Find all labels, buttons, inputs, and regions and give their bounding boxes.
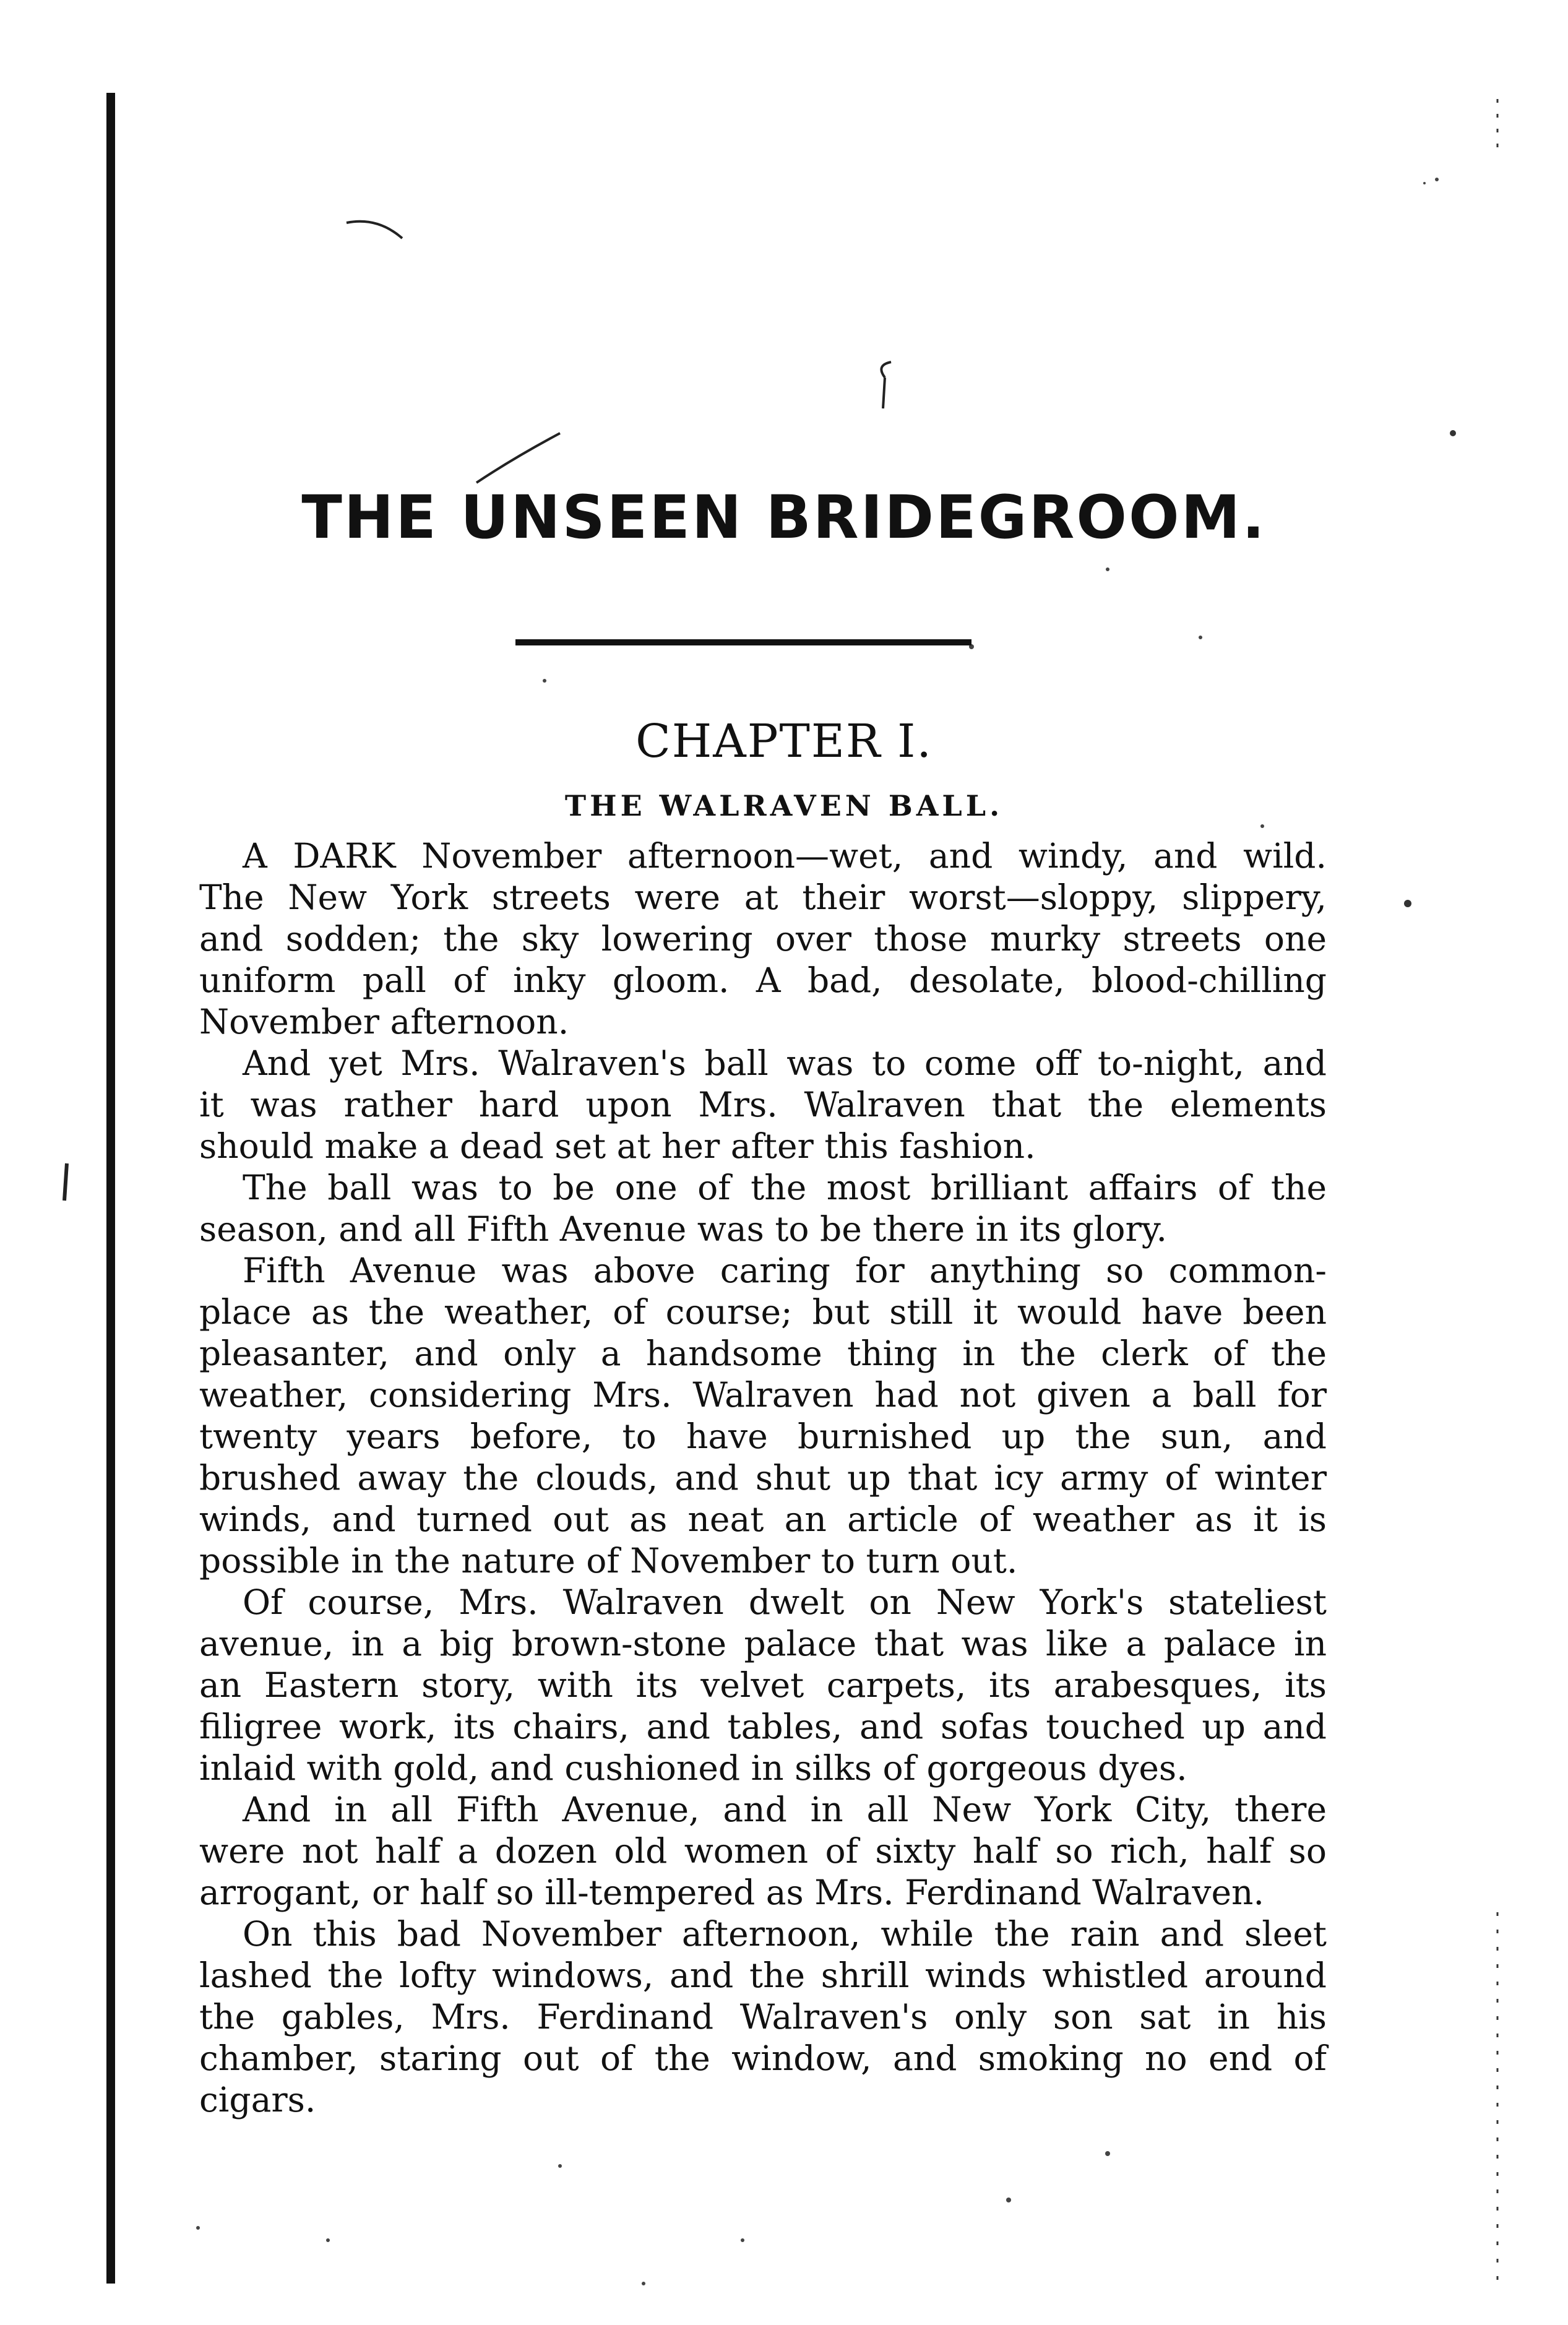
text-line (199, 1457, 1327, 1499)
line-text: and sodden; the sky lowering over those murky streets one (199, 919, 1327, 959)
chapter-body (199, 835, 1327, 2121)
line-text: possible in the nature of November to turn out. (199, 1541, 1018, 1581)
text-line (199, 1748, 1327, 1789)
text-line (199, 1706, 1327, 1748)
text-line (199, 1996, 1327, 2038)
speck (543, 679, 546, 683)
speck (1006, 2198, 1011, 2202)
speck (1105, 2151, 1110, 2156)
paragraph (199, 835, 1327, 1043)
text-line (199, 2038, 1327, 2079)
line-text: place as the weather, of course; but still it would have been (199, 1292, 1327, 1332)
speck (1106, 567, 1109, 571)
speck (741, 2238, 744, 2242)
text-line (199, 1333, 1327, 1374)
text-line (199, 877, 1327, 918)
text-line (199, 1955, 1327, 1996)
line-text: And in all Fifth Avenue, and in all New York City, there (243, 1790, 1327, 1829)
speck (1260, 824, 1264, 828)
chapter-subheading: THE WALRAVEN BALL. (564, 789, 1004, 822)
text-line (199, 918, 1327, 960)
speck (642, 2282, 645, 2285)
line-text: November afternoon—wet, and windy, and wild. (395, 836, 1327, 876)
speck (1404, 900, 1411, 907)
paragraph (199, 1167, 1327, 1250)
paragraph (199, 1043, 1327, 1167)
text-line (199, 1416, 1327, 1457)
speck (1199, 636, 1202, 639)
text-line (199, 1209, 1327, 1250)
line-text: uniform pall of inky gloom. A bad, desolate, blood-chilling (199, 960, 1327, 1000)
line-text: were not half a dozen old women of sixty half so rich, half so (199, 1831, 1327, 1871)
text-line (199, 1665, 1327, 1706)
paragraph (199, 1250, 1327, 1582)
line-text: The New York streets were at their worst—sloppy, slippery, (199, 878, 1327, 917)
line-text: Fifth Avenue was above caring for anything so common- (243, 1251, 1327, 1290)
text-line (199, 1084, 1327, 1126)
text-line (199, 1499, 1327, 1540)
line-text: weather, considering Mrs. Walraven had not given a ball for (199, 1375, 1327, 1415)
text-line (199, 1043, 1327, 1084)
line-text: season, and all Fifth Avenue was to be there in its glory. (199, 1209, 1168, 1249)
paragraph (199, 1582, 1327, 1789)
text-line (199, 1913, 1327, 1955)
line-text: pleasanter, and only a handsome thing in the clerk of the (199, 1334, 1327, 1373)
line-text: lashed the lofty windows, and the shrill winds whistled around (199, 1956, 1327, 1995)
text-line (199, 1540, 1327, 1582)
text-line (199, 960, 1327, 1001)
line-text: avenue, in a big brown-stone palace that was like a palace in (199, 1624, 1327, 1663)
text-line (199, 1831, 1327, 1872)
text-line (199, 1001, 1327, 1043)
text-line (199, 1872, 1327, 1913)
line-text: And yet Mrs. Walraven's ball was to come off to-night, and (243, 1043, 1327, 1083)
book-title: THE UNSEEN BRIDEGROOM. (301, 483, 1267, 552)
text-line (199, 1374, 1327, 1416)
text-line (199, 835, 1327, 877)
chapter-heading: CHAPTER I. (635, 715, 933, 768)
line-text: filigree work, its chairs, and tables, and sofas touched up and (199, 1707, 1327, 1746)
line-text: it was rather hard upon Mrs. Walraven that the elements (199, 1085, 1327, 1124)
text-line (199, 1167, 1327, 1209)
stroke-mark (476, 433, 560, 483)
text-line (199, 1292, 1327, 1333)
paragraph (199, 1913, 1327, 2121)
speck (1450, 430, 1456, 436)
line-text: arrogant, or half so ill-tempered as Mrs. Ferdinand Walraven. (199, 1873, 1264, 1912)
line-text: the gables, Mrs. Ferdinand Walraven's only son sat in his (199, 1997, 1327, 2037)
text-line (199, 2079, 1327, 2121)
line-text: November afternoon. (199, 1002, 569, 1042)
text-line (199, 1789, 1327, 1831)
line-text: should make a dead set at her after this fashion. (199, 1126, 1036, 1166)
stroke-mark (64, 1163, 67, 1201)
paragraph (199, 1789, 1327, 1913)
drop-lead: A DARK (243, 836, 396, 876)
text-line (199, 1623, 1327, 1665)
line-text: Of course, Mrs. Walraven dwelt on New York's stateliest (243, 1582, 1327, 1622)
line-text: cigars. (199, 2080, 316, 2120)
speck (1423, 182, 1426, 184)
line-text: inlaid with gold, and cushioned in silks of gorgeous dyes. (199, 1748, 1187, 1788)
title-divider (515, 639, 971, 645)
line-text: chamber, staring out of the window, and smoking no end of (199, 2038, 1327, 2078)
speck (326, 2238, 330, 2242)
stroke-mark (881, 362, 891, 408)
speck (1435, 178, 1439, 181)
line-text: The ball was to be one of the most brilliant affairs of the (243, 1168, 1327, 1207)
speck (196, 2226, 200, 2230)
text-line (199, 1582, 1327, 1623)
line-text: an Eastern story, with its velvet carpets, its arabesques, its (199, 1665, 1327, 1705)
speck (558, 2164, 562, 2168)
text-line (199, 1126, 1327, 1167)
line-text: brushed away the clouds, and shut up that icy army of winter (199, 1458, 1327, 1498)
line-text: twenty years before, to have burnished up the sun, and (199, 1417, 1327, 1456)
line-text: winds, and turned out as neat an article of weather as it is (199, 1499, 1327, 1539)
text-line (199, 1250, 1327, 1292)
stroke-mark (347, 222, 402, 238)
line-text: On this bad November afternoon, while the rain and sleet (243, 1914, 1327, 1954)
